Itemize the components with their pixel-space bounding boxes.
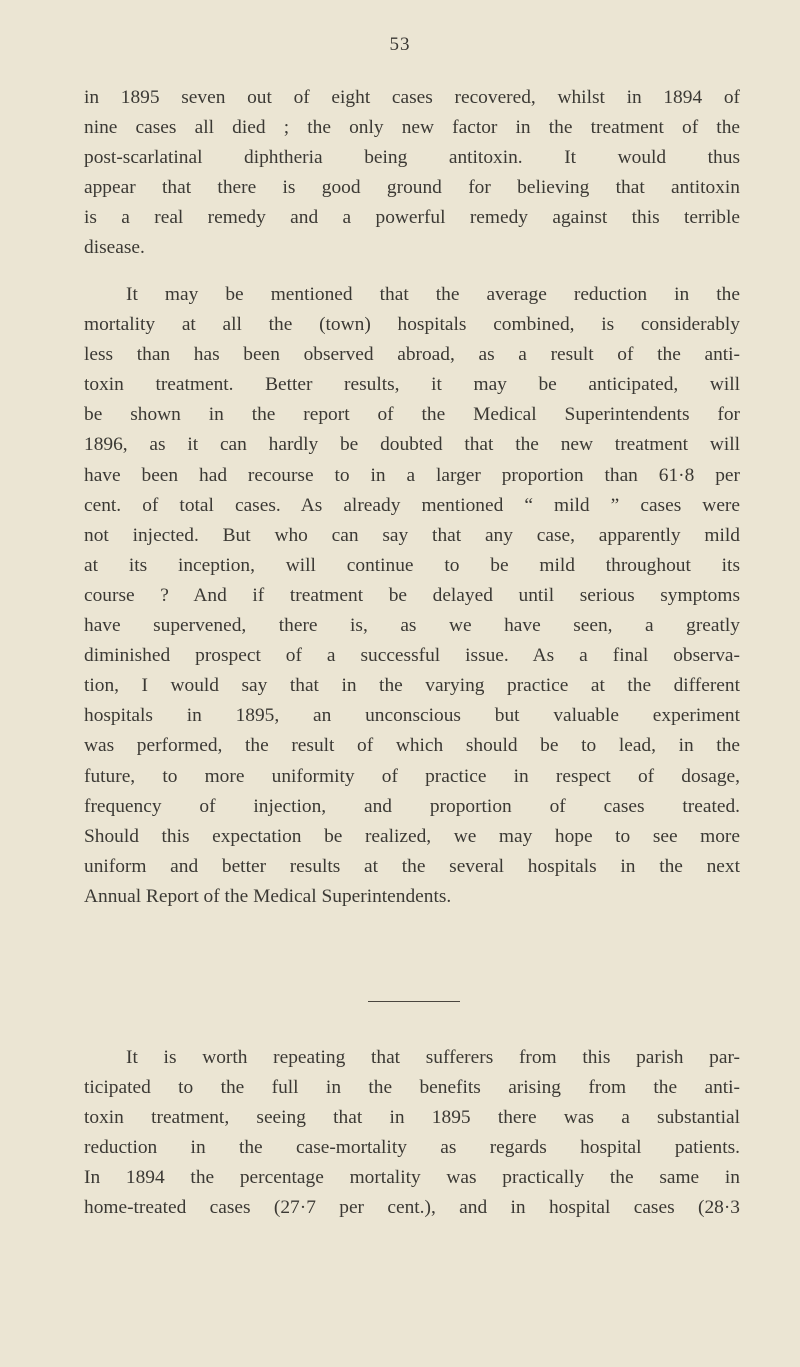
paragraph-line: in 1895 seven out of eight cases recovered, whilst in 1894 of	[84, 87, 740, 108]
paragraph-line: 1896, as it can hardly be doubted that the new treatment will	[84, 434, 740, 456]
paragraph-line: In 1894 the percentage mortality was practically the same in	[84, 1167, 740, 1189]
paragraph-line: frequency of injection, and proportion of cases treated.	[84, 795, 740, 817]
paragraph-line: ticipated to the full in the benefits arising from the anti-	[84, 1077, 740, 1099]
paragraph-line: disease.	[84, 237, 145, 259]
paragraph-line: uniform and better results at the several hospitals in the next	[84, 855, 740, 877]
paragraph-line: toxin treatment. Better results, it may be anticipated, will	[84, 374, 740, 396]
paragraph-line: It may be mentioned that the average reduction in the	[126, 284, 740, 305]
paragraph-line: cent. of total cases. As already mentioned “ mild ” cases were	[84, 494, 740, 516]
page-number: 53	[389, 34, 411, 55]
paragraph-line: was performed, the result of which should be to lead, in the	[84, 735, 740, 757]
paragraph-line: at its inception, will continue to be mild throughout its	[84, 554, 740, 576]
paragraph-1	[84, 83, 740, 264]
paragraph-line: mortality at all the (town) hospitals combined, is considerably	[84, 314, 740, 336]
paragraph-line: Annual Report of the Medical Superintendents.	[84, 885, 452, 907]
paragraph-line: nine cases all died ; the only new factor in the treatment of the	[84, 117, 740, 139]
paragraph-line: toxin treatment, seeing that in 1895 there was a substantial	[84, 1107, 740, 1129]
paragraph-line: reduction in the case-mortality as regards hospital patients.	[84, 1137, 740, 1159]
paragraph-2	[84, 280, 740, 912]
section-divider	[368, 1001, 460, 1002]
paragraph-line: post-scarlatinal diphtheria being antitoxin. It would thus	[84, 147, 740, 169]
paragraph-line: diminished prospect of a successful issue. As a final observa-	[84, 645, 740, 667]
paragraph-line: tion, I would say that in the varying practice at the different	[84, 675, 740, 697]
paragraph-line: course ? And if treatment be delayed until serious symptoms	[84, 584, 740, 606]
paragraph-line: It is worth repeating that sufferers from this parish par-	[126, 1047, 740, 1068]
paragraph-line: hospitals in 1895, an unconscious but valuable experiment	[84, 705, 740, 727]
paragraph-line: future, to more uniformity of practice in respect of dosage,	[84, 765, 740, 787]
paragraph-line: is a real remedy and a powerful remedy against this terrible	[84, 207, 740, 229]
paragraph-line: be shown in the report of the Medical Superintendents for	[84, 404, 740, 426]
paragraph-3	[84, 1043, 740, 1224]
paragraph-line: have supervened, there is, as we have seen, a greatly	[84, 615, 740, 637]
paragraph-line: less than has been observed abroad, as a result of the anti-	[84, 344, 740, 366]
paragraph-line: have been had recourse to in a larger proportion than 61·8 per	[84, 464, 740, 486]
paragraph-line: Should this expectation be realized, we may hope to see more	[84, 825, 740, 847]
paragraph-line: home-treated cases (27·7 per cent.), and in hospital cases (28·3	[84, 1197, 740, 1219]
paragraph-line: not injected. But who can say that any case, apparently mild	[84, 524, 740, 546]
paragraph-line: appear that there is good ground for believing that antitoxin	[84, 177, 740, 199]
